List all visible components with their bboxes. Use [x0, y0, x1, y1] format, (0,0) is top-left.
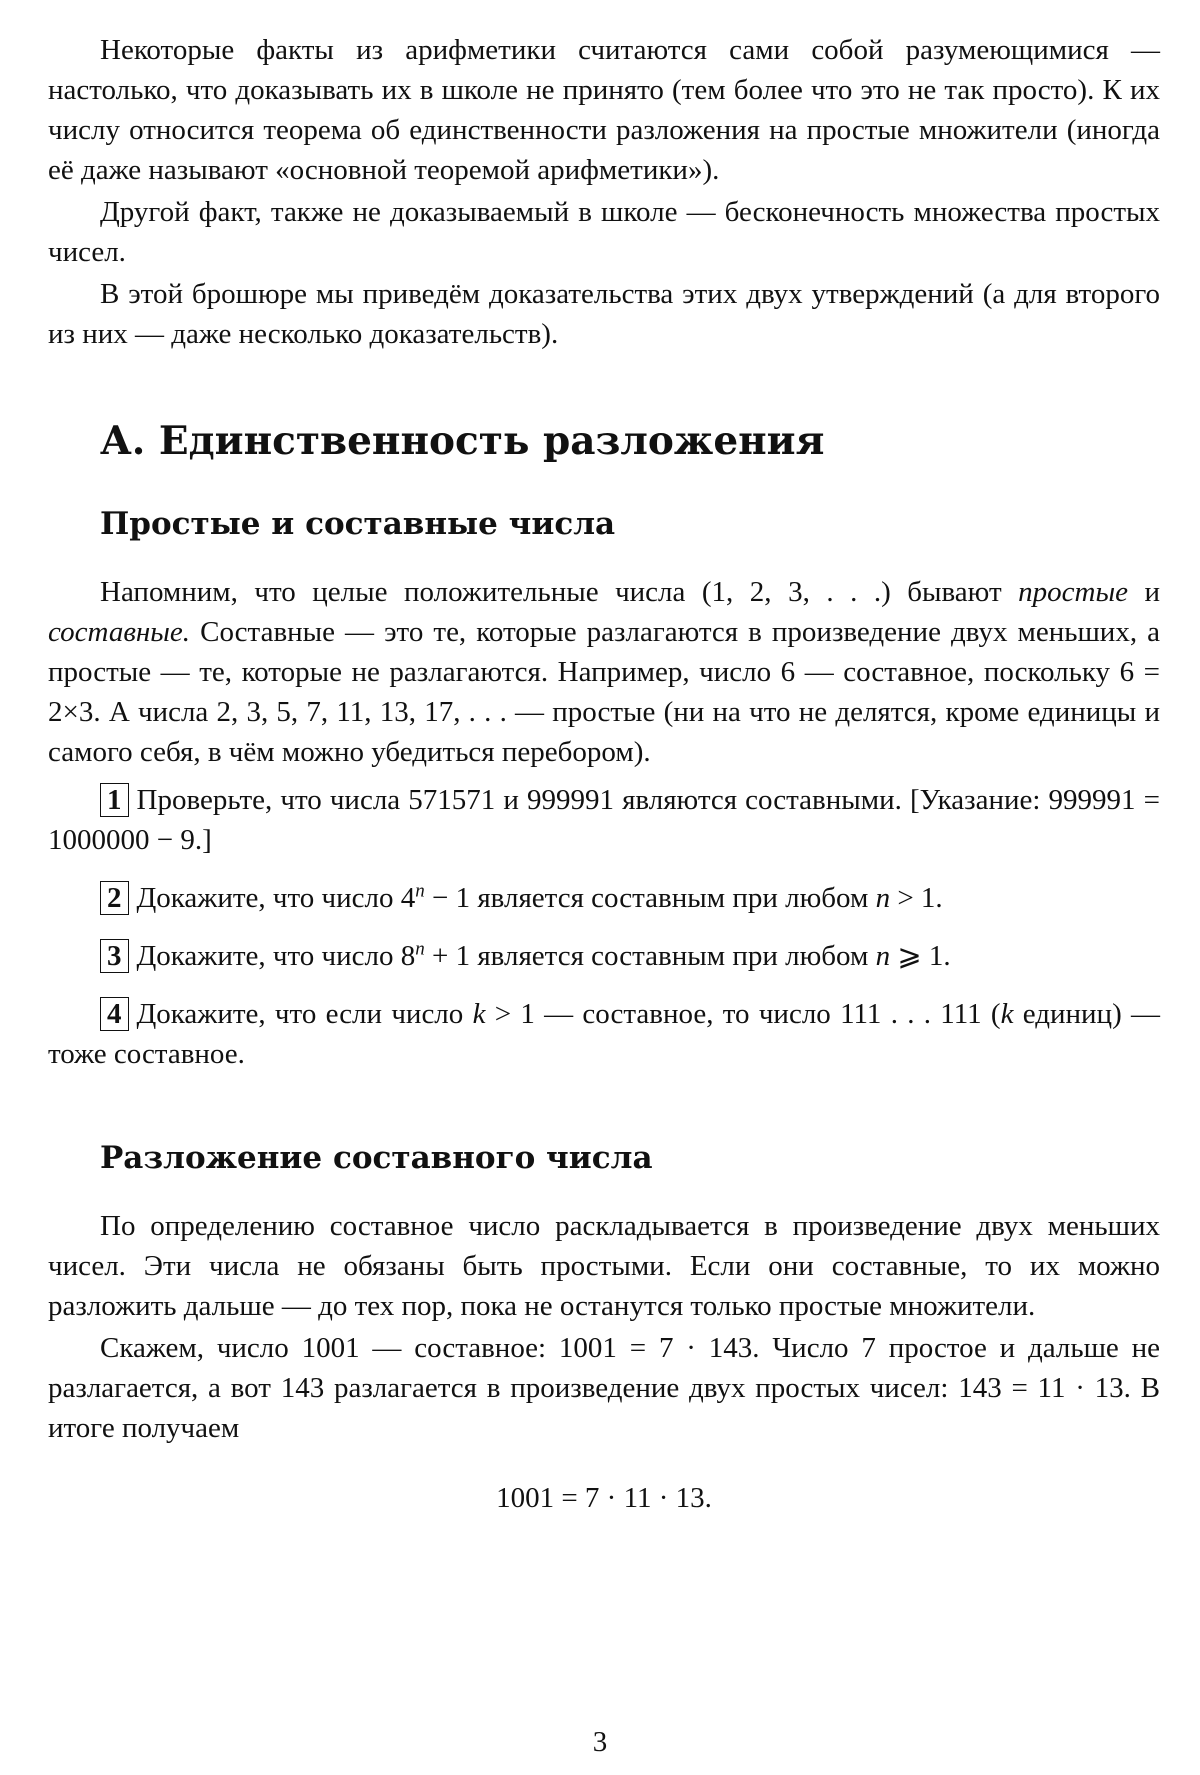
variable-n: n	[875, 882, 891, 914]
problem-text-3b: + 1 является составным при любом	[424, 940, 876, 972]
problem-text-4b: > 1 — составное, то число 111 . . . 111 (	[485, 998, 1001, 1030]
problem-1	[48, 780, 1160, 860]
problem-number-2: 2	[100, 881, 129, 915]
problem-text-4a: Докажите, что если число	[136, 998, 473, 1030]
exponent-n: n	[415, 938, 425, 960]
problem-text-2a: Докажите, что число 4	[136, 882, 416, 914]
decomposition-paragraph-1: По определению составное число раскладывается в произведение двух меньших чисел. Эти числа не обязаны быть простыми. Если они составные, то их можно разложить дальше — до тех пор, пока не останутся только простые множители.	[48, 1210, 1160, 1322]
problem-2	[48, 878, 1160, 918]
variable-k: k	[1000, 998, 1014, 1030]
intro-paragraph-3: В этой брошюре мы приведём доказательства этих двух утверждений (а для второго из них — даже несколько доказательств).	[48, 278, 1160, 350]
primes-text-and: и	[1127, 576, 1160, 608]
primes-paragraph	[48, 572, 1160, 772]
term-composite: составные.	[48, 616, 191, 648]
variable-k: k	[472, 998, 486, 1030]
intro-paragraph-1: Некоторые факты из арифметики считаются сами собой разумеющимися — настолько, что доказывать их в школе не принято (тем более что это не так просто). К их числу относится теорема об единственности разложения на простые множители (иногда её даже называют «основной теоремой арифметики»).	[48, 34, 1160, 186]
primes-text-b: Составные — это те, которые разлагаются в произведение двух меньших, а простые — те, которые не разлагаются. Например, число 6 — составное, поскольку 6 = 2×3. А числа 2, 3, 5, 7, 11, 13, 17, . . . — простые (ни на что не делятся, кроме единицы и самого себя, в чём можно убедиться перебором).	[48, 616, 1160, 768]
problem-text-2b: − 1 является составным при любом	[424, 882, 876, 914]
problem-number-4: 4	[100, 997, 129, 1031]
primes-text-a: Напомним, что целые положительные числа (1, 2, 3, . . .) бывают	[100, 576, 1019, 608]
intro-paragraph-2: Другой факт, также не доказываемый в школе — бесконечность множества простых чисел.	[48, 196, 1160, 268]
term-prime: простые	[1018, 576, 1128, 608]
problem-3	[48, 936, 1160, 976]
problem-text-2c: > 1.	[890, 882, 943, 914]
problem-text-4c: единиц) — тоже составное.	[48, 998, 1161, 1070]
problem-text-3a: Докажите, что число 8	[136, 940, 416, 972]
exponent-n: n	[415, 880, 425, 902]
subsection-title-primes: Простые и составные числа	[100, 506, 616, 542]
problem-text-3c: ⩾ 1.	[890, 940, 951, 972]
page-content	[48, 30, 1160, 1518]
variable-n: n	[875, 940, 891, 972]
problem-4	[48, 994, 1160, 1074]
problem-text-1: Проверьте, что числа 571571 и 999991 являются составными. [Указание: 999991 = 1000000 − 9.]	[48, 784, 1160, 856]
page-number: 3	[592, 1726, 608, 1758]
subsection-title-decomposition: Разложение составного числа	[100, 1140, 653, 1176]
problem-number-3: 3	[100, 939, 129, 973]
section-title: А. Единственность разложения	[100, 418, 825, 464]
problem-number-1: 1	[100, 783, 129, 817]
decomposition-paragraph-2: Скажем, число 1001 — составное: 1001 = 7 · 143. Число 7 простое и дальше не разлагается, а вот 143 разлагается в произведение двух простых чисел: 143 = 11 · 13. В итоге получаем	[48, 1332, 1160, 1444]
display-equation: 1001 = 7 · 11 · 13.	[496, 1482, 712, 1514]
